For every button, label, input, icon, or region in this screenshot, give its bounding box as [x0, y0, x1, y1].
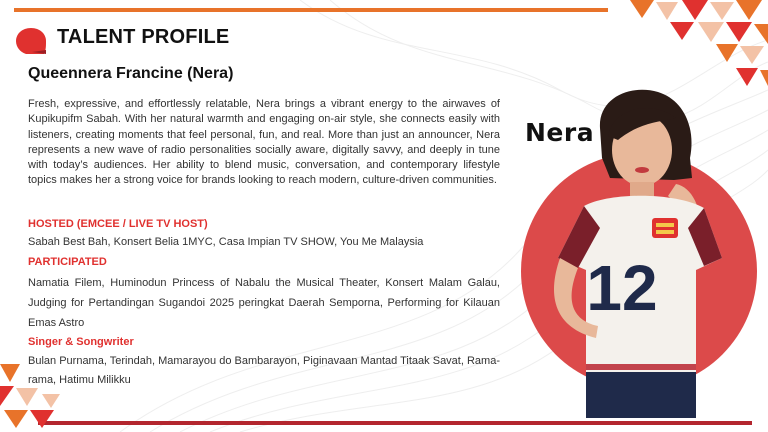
hosted-heading: HOSTED (EMCEE / LIVE TV HOST)	[28, 218, 208, 230]
singer-heading: Singer & Songwriter	[28, 336, 134, 348]
page-title: TALENT PROFILE	[57, 26, 230, 48]
talent-name: Queennera Francine (Nera)	[28, 65, 234, 82]
hosted-list: Sabah Best Bah, Konsert Belia 1MYC, Casa Impian TV SHOW, You Me Malaysia	[28, 236, 424, 248]
talent-bio: Fresh, expressive, and effortlessly relatable, Nera brings a vibrant energy to the airwaves of Kupikupifm Sabah. With her natural warmth and engaging on-air style, she connects easily with listeners, creating moments that feel personal, fun, and real. More than just an announcer, Nera represents a new wave of radio personalities socially aware, digitally savvy, and deeply in tune with today’s audiences. Her ability to blend music, conversation, and contemporary lifestyle topics makes her a strong voice for brands looking to reach modern, culture-driven communities.	[28, 98, 500, 187]
talent-nickname: Nera	[525, 118, 595, 147]
jersey-number: 12	[586, 252, 658, 324]
singer-list: Bulan Purnama, Terindah, Mamarayou do Bambarayon, Piginavaan Mantad Titaak Savat, Rama-rama, Hatimu Milikku	[28, 355, 500, 386]
corner-ornament-top-right	[626, 0, 768, 100]
participated-list: Namatia Filem, Huminodun Princess of Nabalu the Musical Theater, Konsert Malam Galau, Judging for Pertandingan Sugandoi 2025 peringkat Daerah Semporna, Performing for Kilauan Emas Astro	[28, 277, 500, 329]
logo-icon	[14, 26, 48, 56]
top-accent-bar	[14, 8, 608, 12]
participated-heading: PARTICIPATED	[28, 256, 107, 268]
